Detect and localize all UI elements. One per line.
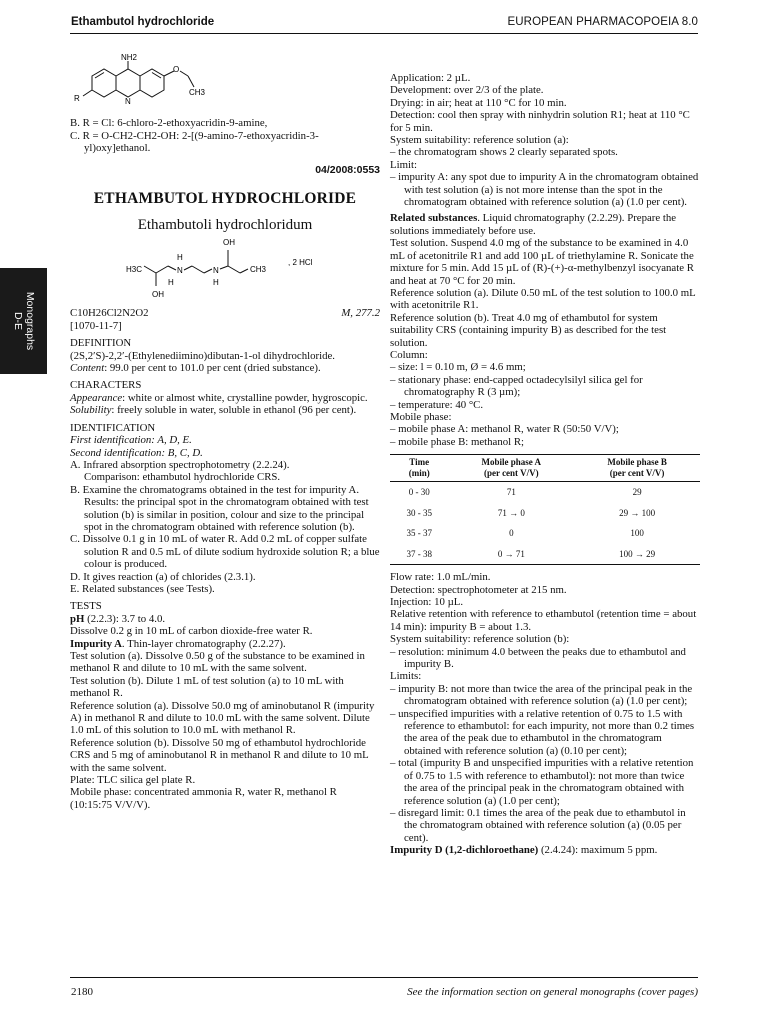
page-number: 2180 bbox=[71, 986, 93, 998]
reference-solution-b: Reference solution (b). Dissolve 50 mg of ethambutol hydrochloride CRS and 5 mg of aminobutanol R in methanol R and dilute to 10 mL with the same solvent. bbox=[70, 736, 369, 774]
ph-value: (2.2.3): 3.7 to 4.0. bbox=[84, 612, 166, 625]
impurity-d-value: (2.4.24): maximum 5 ppm. bbox=[538, 844, 658, 857]
table-cell: 0 → 71 bbox=[448, 544, 574, 565]
table-row bbox=[390, 523, 700, 544]
definition-name: (2S,2′S)-2,2′-(Ethylenediimino)dibutan-1-ol dihydrochloride. bbox=[70, 349, 335, 362]
first-identification: First identification: A, D, E. bbox=[70, 434, 192, 447]
limits-item: – impurity B: not more than twice the area of the principal peak in the chromatogram obtained with reference solution (a) (1.0 per cent); bbox=[390, 682, 693, 708]
system-suitability-tlc-item: – the chromatogram shows 2 clearly separated spots. bbox=[390, 146, 618, 159]
acridine-o-label: O bbox=[173, 65, 180, 74]
identification-heading: IDENTIFICATION bbox=[70, 421, 156, 434]
impurity-a-label: Impurity A bbox=[70, 637, 122, 650]
limits-item: – total (impurity B and unspecified impurities with a relative retention of 0.75 to 1.5 with reference to ethambutol): not more than twice the area of the principal peak in the chromatogram obtained with reference solution (a) (1.0 per cent); bbox=[390, 757, 694, 807]
table-cell: 30 - 35 bbox=[406, 507, 432, 518]
acridine-nh2-label: NH2 bbox=[121, 54, 138, 62]
table-cell: 0 bbox=[509, 528, 514, 539]
related-substances-method: . Liquid chromatography (2.2.29). Prepare the solutions immediately before use. bbox=[390, 212, 677, 237]
application: Application: 2 µL. bbox=[390, 72, 471, 84]
characters-heading: CHARACTERS bbox=[70, 379, 142, 392]
ethambutol-hcl-label: , 2 HCl bbox=[288, 258, 313, 268]
limits-heading: Limits: bbox=[390, 670, 422, 683]
acridine-impurity-structure bbox=[70, 54, 380, 114]
table-cell: 29 bbox=[632, 487, 642, 498]
column-item: – stationary phase: end-capped octadecylsilyl silica gel for chromatography R (3 µm); bbox=[390, 373, 643, 399]
molecular-formula: C10H26Cl2N2O2 bbox=[70, 307, 149, 320]
related-substances bbox=[390, 212, 700, 237]
ethambutol-h-lower-label: H bbox=[168, 278, 174, 288]
content-label: Content bbox=[70, 362, 105, 375]
ethambutol-h-right-label: H bbox=[213, 278, 219, 288]
tests-heading: TESTS bbox=[70, 600, 102, 613]
side-tab-line1: Monographs bbox=[23, 291, 36, 351]
system-suitability-lc: System suitability: reference solution (b): bbox=[390, 633, 570, 646]
characters-appearance bbox=[70, 392, 380, 404]
table-row bbox=[390, 482, 700, 503]
table-cell: 100 → 29 bbox=[574, 544, 700, 565]
table-header-time: Time (min) bbox=[390, 455, 448, 482]
impurity-a-test bbox=[70, 638, 380, 650]
side-tab-line2: D-E bbox=[11, 311, 24, 331]
table-cell: 35 - 37 bbox=[406, 528, 432, 539]
ethambutol-structure bbox=[70, 236, 380, 304]
ph-label: pH bbox=[70, 612, 85, 625]
identification-a-comparison: Comparison: ethambutol hydrochloride CRS. bbox=[84, 471, 281, 484]
identification-b: B. Examine the chromatograms obtained in the test for impurity A. bbox=[70, 483, 360, 496]
table-cell: 37 - 38 bbox=[390, 544, 448, 565]
lc-reference-solution-a: Reference solution (a). Dilute 0.50 mL of the test solution to 100.0 mL with acetonitrile R1. bbox=[390, 286, 696, 312]
gradient-table bbox=[390, 454, 700, 565]
solubility-label: Solubility bbox=[70, 404, 112, 417]
injection: Injection: 10 µL. bbox=[390, 596, 464, 608]
identification-d: D. It gives reaction (a) of chlorides (2.3.1). bbox=[70, 570, 256, 583]
development: Development: over 2/3 of the plate. bbox=[390, 84, 544, 97]
relative-retention: Relative retention with reference to ethambutol (retention time = about 14 min): impurity B = about 1.3. bbox=[390, 608, 697, 633]
test-solution-a: Test solution (a). Dissolve 0.50 g of the substance to be examined in methanol R and dilute to 10 mL with the same solvent. bbox=[70, 650, 365, 675]
system-suitability-tlc: System suitability: reference solution (a): bbox=[390, 134, 569, 147]
identification-c: C. Dissolve 0.1 g in 10 mL of water R. Add 0.2 mL of copper sulfate solution R and 0.5 mL of dilute sodium hydroxide solution R; a blue colour is produced. bbox=[70, 533, 380, 571]
limit-impurity-a: – impurity A: any spot due to impurity A in the chromatogram obtained with test solution (a) is not more intense than the spot in the chromatogram obtained with reference solution (a) (1.0 per cent). bbox=[390, 171, 699, 209]
acridine-ch3-label: CH3 bbox=[189, 88, 206, 97]
identification-a: A. Infrared absorption spectrophotometry (2.2.24). bbox=[70, 458, 290, 471]
acridine-r-label: R bbox=[74, 94, 80, 103]
identification-b-results: Results: the principal spot in the chromatogram obtained with test solution (b) is similar in position, colour and size to the principal spot in the chromatogram obtained with reference solution (b). bbox=[84, 496, 369, 533]
resolution-item: – resolution: minimum 4.0 between the peaks due to ethambutol and impurity B. bbox=[390, 645, 686, 671]
detection-lc: Detection: spectrophotometer at 215 nm. bbox=[390, 583, 567, 596]
table-cell: 100 bbox=[630, 528, 644, 539]
ethambutol-oh-bottom-label: OH bbox=[152, 290, 164, 300]
running-header-title: Ethambutol hydrochloride bbox=[71, 16, 215, 28]
table-header-phase-b: Mobile phase B (per cent V/V) bbox=[574, 455, 700, 482]
molar-mass: M, 277.2 bbox=[341, 307, 380, 320]
mobile-phase-heading: Mobile phase: bbox=[390, 410, 452, 423]
cas-number: [1070-11-7] bbox=[70, 319, 122, 332]
impurity-b-description: B. R = Cl: 6-chloro-2-ethoxyacridin-9-amine, bbox=[70, 117, 268, 130]
table-row bbox=[390, 503, 700, 524]
document-number: 04/2008:0553 bbox=[315, 163, 380, 176]
lc-test-solution: Test solution. Suspend 4.0 mg of the substance to be examined in 4.0 mL of acetonitrile R1 and add 100 µL of triethylamine R. Sonicate the mixture for 5 min. Add 15 µL of (R)-(+)-α-methylbenzyl isocyanate R and heat at 70 °C for 20 min. bbox=[390, 237, 694, 287]
second-identification: Second identification: B, C, D. bbox=[70, 446, 203, 459]
identification-e: E. Related substances (see Tests). bbox=[70, 582, 215, 595]
ethambutol-n-left-label: N bbox=[177, 266, 183, 276]
header-rule bbox=[70, 33, 698, 34]
table-cell: 71 → 0 bbox=[497, 507, 525, 518]
definition-content bbox=[70, 362, 380, 374]
plate: Plate: TLC silica gel plate R. bbox=[70, 774, 196, 787]
flow-rate: Flow rate: 1.0 mL/min. bbox=[390, 571, 491, 584]
content-value: : 99.0 per cent to 101.0 per cent (dried substance). bbox=[104, 362, 321, 375]
table-cell: 29 → 100 bbox=[619, 507, 656, 518]
running-header-publication: EUROPEAN PHARMACOPOEIA 8.0 bbox=[507, 16, 698, 28]
detection-tlc: Detection: cool then spray with ninhydrin solution R1; heat at 110 °C for 5 min. bbox=[390, 109, 690, 134]
footer-note: See the information section on general monographs (cover pages) bbox=[407, 986, 698, 998]
reference-solution-a: Reference solution (a). Dissolve 50.0 mg of aminobutanol R (impurity A) in methanol R and dilute to 10.0 mL with the same solvent. Dilute 1.0 mL of this solution to 10.0 mL with methanol R. bbox=[70, 699, 375, 737]
section-thumb-tab bbox=[0, 268, 47, 374]
limits-item: – unspecified impurities with a relative retention of 0.75 to 1.5 with reference to ethambutol: for each impurity, not more than 0.2 times the area of the peak due to ethambutol in the chromatogram obtained with reference solution (a) (0.10 per cent); bbox=[390, 707, 695, 757]
limit-heading: Limit: bbox=[390, 158, 417, 171]
footer-rule bbox=[70, 977, 698, 978]
limits-item: – disregard limit: 0.1 times the area of the peak due to ethambutol in the chromatogram obtained with reference solution (a) (0.05 per cent). bbox=[390, 806, 686, 844]
related-substances-label: Related substances bbox=[390, 212, 478, 225]
impurity-d-test bbox=[390, 844, 700, 856]
table-row bbox=[390, 544, 700, 565]
column-item: – temperature: 40 °C. bbox=[390, 398, 484, 411]
appearance-value: : white or almost white, crystalline powder, hygroscopic. bbox=[122, 391, 368, 404]
column-item: – size: l = 0.10 m, Ø = 4.6 mm; bbox=[390, 361, 526, 374]
left-column bbox=[70, 54, 380, 811]
characters-solubility bbox=[70, 404, 380, 416]
impurity-c-description: C. R = O-CH2-CH2-OH: 2-[(9-amino-7-ethoxyacridin-3-yl)oxy]ethanol. bbox=[70, 129, 319, 155]
impurity-d-label: Impurity D (1,2-dichloroethane) bbox=[390, 844, 539, 857]
impurity-a-method: . Thin-layer chromatography (2.2.27). bbox=[121, 637, 286, 650]
right-column bbox=[390, 72, 700, 857]
table-cell: 71 bbox=[506, 487, 516, 498]
table-header-phase-a: Mobile phase A (per cent V/V) bbox=[448, 455, 574, 482]
ph-description: Dissolve 0.2 g in 10 mL of carbon dioxide-free water R. bbox=[70, 625, 313, 638]
test-solution-b: Test solution (b). Dilute 1 mL of test solution (a) to 10 mL with methanol R. bbox=[70, 674, 344, 700]
ethambutol-ch3-label: CH3 bbox=[250, 265, 267, 275]
ethambutol-n-right-label: N bbox=[213, 266, 219, 276]
drying: Drying: in air; heat at 110 °C for 10 min. bbox=[390, 96, 567, 109]
ethambutol-oh-top-label: OH bbox=[223, 238, 235, 248]
monograph-title: ETHAMBUTOL HYDROCHLORIDE bbox=[93, 190, 357, 208]
acridine-n-label: N bbox=[125, 97, 131, 106]
mobile-phase-item: – mobile phase A: methanol R, water R (50:50 V/V); bbox=[390, 423, 619, 436]
ph-test bbox=[70, 613, 380, 625]
column-heading: Column: bbox=[390, 348, 428, 361]
solubility-value: : freely soluble in water, soluble in ethanol (96 per cent). bbox=[111, 404, 357, 417]
appearance-label: Appearance bbox=[70, 391, 123, 404]
ethambutol-h3c-label: H3C bbox=[126, 265, 143, 275]
table-cell: 0 - 30 bbox=[408, 487, 430, 498]
mobile-phase-tlc: Mobile phase: concentrated ammonia R, water R, methanol R (10:15:75 V/V/V). bbox=[70, 786, 337, 811]
lc-reference-solution-b: Reference solution (b). Treat 4.0 mg of ethambutol for system suitability CRS (containing impurity B) as described for the test solution. bbox=[390, 311, 667, 349]
ethambutol-h-left-label: H bbox=[177, 253, 183, 263]
definition-heading: DEFINITION bbox=[70, 337, 132, 350]
latin-title: Ethambutoli hydrochloridum bbox=[137, 217, 313, 234]
mobile-phase-item: – mobile phase B: methanol R; bbox=[390, 435, 525, 448]
